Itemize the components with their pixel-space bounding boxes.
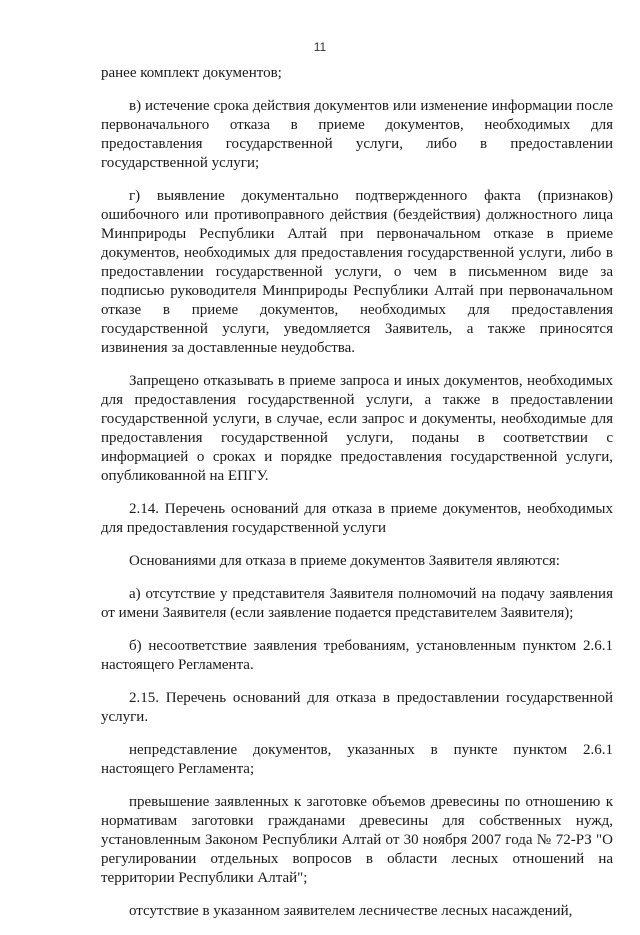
paragraph-absence-forest: отсутствие в указанном заявителем лесничестве лесных насаждений, <box>129 903 573 919</box>
section-heading-2-14: 2.14. Перечень оснований для отказа в приеме документов, необходимых для предоставления государственной услуги <box>101 501 613 536</box>
paragraph-continuation: ранее комплект документов; <box>101 65 282 81</box>
document-body <box>101 64 613 935</box>
paragraph-prohibition: Запрещено отказывать в приеме запроса и иных документов, необходимых для предоставления государственной услуги, а также в предоставлении государственной услуги, в случае, если запрос и документы, необходимые для предоставления государственной услуги, поданы в соответствии с информацией о сроках и порядке предоставления государственной услуги, опубликованной на ЕПГУ. <box>101 373 613 484</box>
paragraph-item-g: г) выявление документально подтвержденного факта (признаков) ошибочного или противоправного действия (бездействия) должностного лица Минприроды Республики Алтай при первоначальном отказе в приеме документов, необходимых для предоставления государственной услуги, либо в предоставлении государственной услуги, о чем в письменном виде за подписью руководителя Минприроды Республики Алтай при первоначальном отказе в приеме документов, необходимых для предоставления государственной услуги, уведомляется Заявитель, а также приносятся извинения за доставленные неудобства. <box>101 188 613 356</box>
paragraph-item-v: в) истечение срока действия документов или изменение информации после первоначального отказа в приеме документов, необходимых для предоставления государственной услуги, либо в предоставлении государственной услуги; <box>101 98 613 171</box>
paragraph-excess-volume: превышение заявленных к заготовке объемов древесины по отношению к нормативам заготовки гражданами древесины для собственных нужд, установленным Законом Республики Алтай от 30 ноября 2007 года № 72-РЗ "О регулировании отдельных вопросов в области лесных отношений на территории Республики Алтай"; <box>101 794 613 886</box>
section-heading-2-15: 2.15. Перечень оснований для отказа в предоставлении государственной услуги. <box>101 690 613 725</box>
page-number: 11 <box>313 40 327 54</box>
paragraph-item-b: б) несоответствие заявления требованиям, установленным пунктом 2.6.1 настоящего Регламента. <box>101 638 613 673</box>
paragraph-item-a: а) отсутствие у представителя Заявителя полномочий на подачу заявления от имени Заявителя (если заявление подается представителем Заявителя); <box>101 586 613 621</box>
paragraph-non-submission: непредставление документов, указанных в пункте пунктом 2.6.1 настоящего Регламента; <box>101 742 613 777</box>
paragraph-grounds-intro: Основаниями для отказа в приеме документов Заявителя являются: <box>129 553 560 569</box>
